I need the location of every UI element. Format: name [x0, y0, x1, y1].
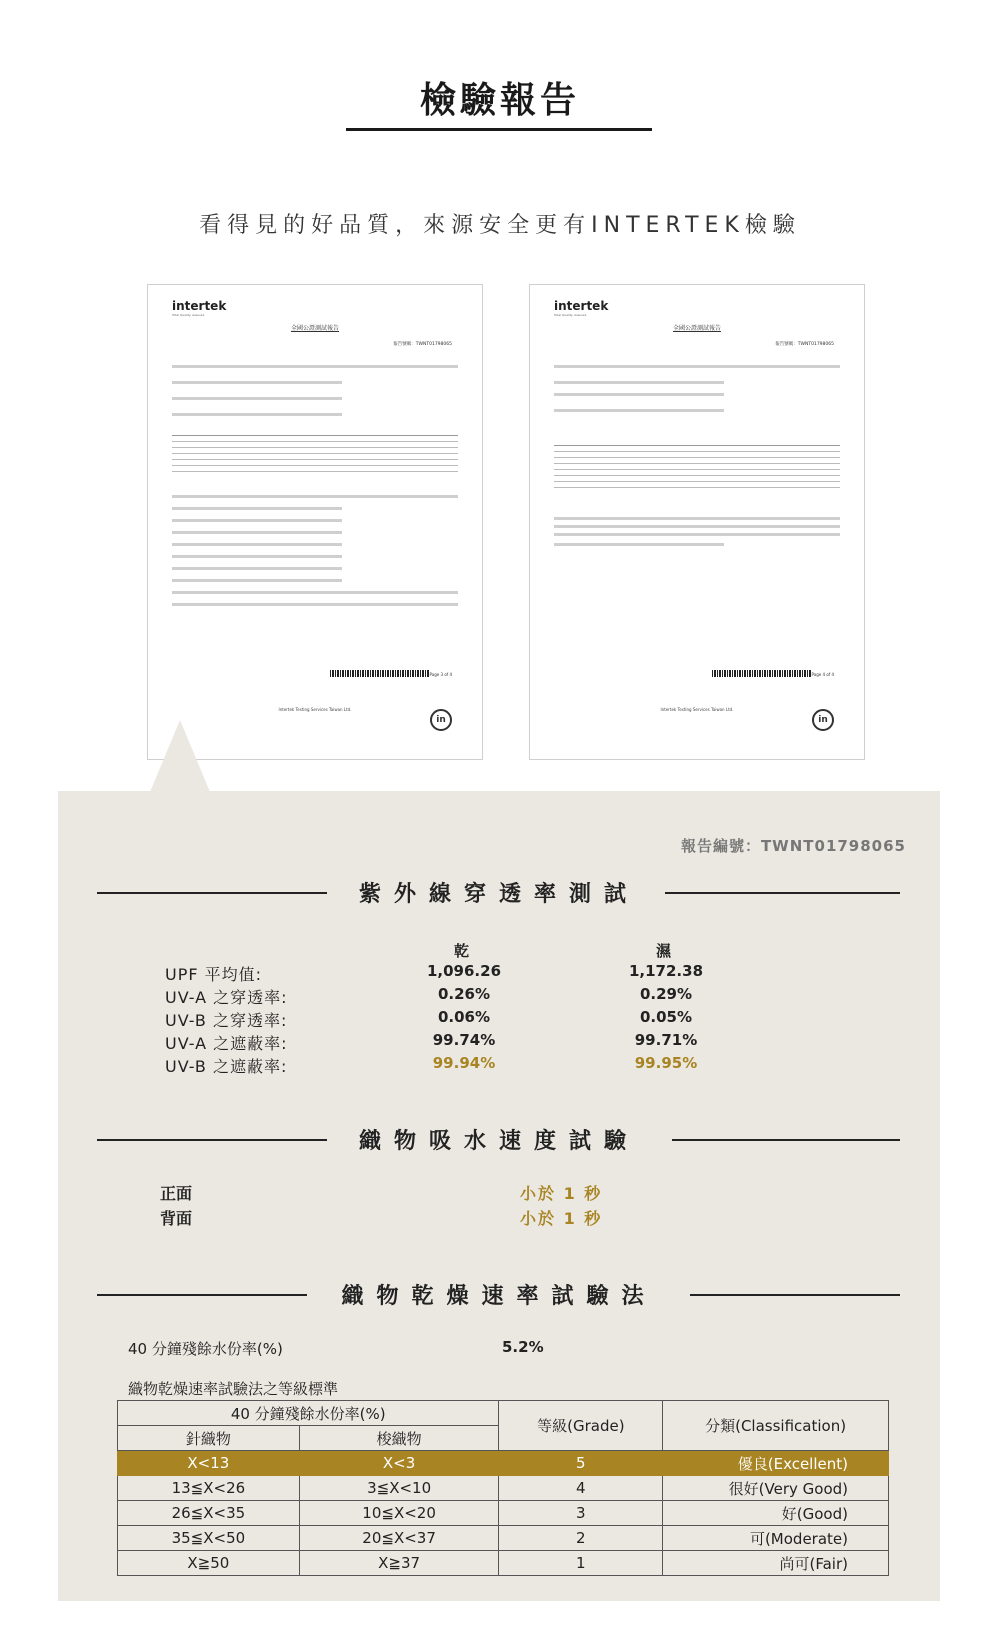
intertek-seal-icon: in	[812, 709, 834, 731]
absorb-back-label: 背面	[160, 1209, 193, 1228]
uv-row-dry: 99.94%	[432, 1054, 496, 1072]
report-heading: 全國公證測試報告	[290, 325, 339, 332]
uv-col-dry: 乾	[454, 942, 470, 960]
report-text-line	[172, 579, 342, 582]
cell-class: 優良(Excellent)	[663, 1451, 889, 1476]
report-text-line	[554, 543, 724, 546]
table-header-grade: 等級(Grade)	[499, 1401, 663, 1451]
report-text-line	[172, 603, 458, 606]
uv-row-wet: 0.05%	[639, 1008, 693, 1026]
cell-knit: 35≦X<50	[118, 1526, 300, 1551]
uv-row-wet: 99.71%	[634, 1031, 698, 1049]
uv-row-dry: 1,096.26	[426, 962, 502, 980]
uv-row-label: UV-A 之遮蔽率:	[165, 1034, 288, 1053]
title-underline	[346, 128, 652, 131]
report-number: 報告號碼：TWNT01798065	[393, 342, 452, 347]
logo-tagline: Total Quality. Assured.	[172, 313, 206, 317]
cell-woven: 20≦X<37	[299, 1526, 499, 1551]
report-text-line	[554, 533, 840, 536]
report-text-line	[172, 531, 342, 534]
report-text-line	[172, 567, 342, 570]
table-row	[118, 1501, 889, 1526]
cell-class: 好(Good)	[663, 1501, 889, 1526]
table-group-header: 40 分鐘殘餘水份率(%)	[118, 1401, 499, 1426]
cell-grade: 1	[499, 1551, 663, 1576]
uv-row-dry: 99.74%	[432, 1031, 496, 1049]
report-text-line	[554, 409, 724, 412]
report-text-line	[172, 381, 342, 384]
uv-row-dry: 0.26%	[437, 985, 491, 1003]
dry-section-heading: 織物乾燥速率試驗法	[341, 1284, 657, 1309]
table-row	[118, 1551, 889, 1576]
report-number: 報告號碼：TWNT01798065	[775, 342, 834, 347]
barcode	[712, 670, 812, 677]
intertek-logo: intertek	[172, 299, 227, 313]
uv-row-label: UV-A 之穿透率:	[165, 988, 288, 1007]
uv-section-heading: 紫外線穿透率測試	[358, 882, 639, 907]
report-footer-company: Intertek Testing Services Taiwan Ltd.	[660, 707, 734, 712]
table-row	[118, 1526, 889, 1551]
table-header-knit: 針織物	[118, 1426, 300, 1451]
uv-row-wet: 1,172.38	[628, 962, 704, 980]
cell-grade: 3	[499, 1501, 663, 1526]
residual-water-label: 40 分鐘殘餘水份率(%)	[128, 1340, 283, 1358]
intertek-logo: intertek	[554, 299, 609, 313]
report-text-line	[172, 519, 342, 522]
grade-standard-title: 織物乾燥速率試驗法之等級標準	[128, 1380, 339, 1398]
table-row	[118, 1476, 889, 1501]
cell-knit: 26≦X<35	[118, 1501, 300, 1526]
callout-pointer	[150, 720, 210, 792]
report-text-line	[172, 507, 342, 510]
report-number-label: 報告編號：TWNT01798065	[680, 837, 906, 855]
report-data-table	[554, 445, 840, 488]
report-text-line	[554, 381, 724, 384]
cell-grade: 5	[499, 1451, 663, 1476]
report-text-line	[554, 525, 840, 528]
table-row	[118, 1451, 889, 1476]
absorb-section-title	[0, 1124, 882, 1154]
cell-grade: 2	[499, 1526, 663, 1551]
report-text-line	[554, 517, 840, 520]
cell-class: 尚可(Fair)	[663, 1551, 889, 1576]
cell-class: 很好(Very Good)	[663, 1476, 889, 1501]
report-footer-company: Intertek Testing Services Taiwan Ltd.	[278, 707, 352, 712]
cell-woven: X<3	[299, 1451, 499, 1476]
dry-section-title	[0, 1279, 882, 1309]
table-header-woven: 梭織物	[299, 1426, 499, 1451]
cell-woven: 3≦X<10	[299, 1476, 499, 1501]
cell-knit: 13≦X<26	[118, 1476, 300, 1501]
cell-class: 可(Moderate)	[663, 1526, 889, 1551]
uv-row-label: UV-B 之穿透率:	[165, 1011, 288, 1030]
residual-water-value: 5.2%	[502, 1338, 544, 1356]
logo-tagline: Total Quality. Assured.	[554, 313, 588, 317]
page-subtitle: 看得見的好品質，來源安全更有INTERTEK檢驗	[199, 213, 801, 238]
uv-col-wet: 濕	[656, 942, 672, 960]
report-heading: 全國公證測試報告	[672, 325, 721, 332]
report-text-line	[554, 365, 840, 368]
report-thumbnail-page-3	[147, 284, 483, 760]
report-data-table	[172, 435, 458, 472]
uv-row-dry: 0.06%	[437, 1008, 491, 1026]
absorb-front-value: 小於 1 秒	[520, 1184, 603, 1203]
report-text-line	[172, 365, 458, 368]
cell-knit: X<13	[118, 1451, 300, 1476]
absorb-back-value: 小於 1 秒	[520, 1209, 603, 1228]
table-header-class: 分類(Classification)	[663, 1401, 889, 1451]
report-text-line	[172, 495, 458, 498]
cell-woven: 10≦X<20	[299, 1501, 499, 1526]
cell-knit: X≧50	[118, 1551, 300, 1576]
report-page-number: Page 4 of 4	[811, 672, 834, 677]
absorb-section-heading: 織物吸水速度試驗	[358, 1129, 639, 1154]
uv-section-title	[0, 877, 882, 907]
report-text-line	[172, 555, 342, 558]
cell-grade: 4	[499, 1476, 663, 1501]
report-page-number: Page 3 of 4	[429, 672, 452, 677]
grade-standard-table	[117, 1400, 889, 1576]
report-text-line	[172, 591, 458, 594]
report-text-line	[554, 393, 724, 396]
page-title: 檢驗報告	[419, 80, 580, 121]
uv-row-label: UPF 平均值:	[165, 965, 263, 984]
report-text-line	[172, 413, 342, 416]
uv-row-label: UV-B 之遮蔽率:	[165, 1057, 288, 1076]
report-text-line	[172, 397, 342, 400]
uv-row-wet: 0.29%	[639, 985, 693, 1003]
cell-woven: X≧37	[299, 1551, 499, 1576]
absorb-front-label: 正面	[160, 1184, 193, 1203]
intertek-seal-icon: in	[430, 709, 452, 731]
uv-row-wet: 99.95%	[634, 1054, 698, 1072]
report-text-line	[172, 543, 342, 546]
barcode	[330, 670, 430, 677]
report-thumbnail-page-4	[529, 284, 865, 760]
